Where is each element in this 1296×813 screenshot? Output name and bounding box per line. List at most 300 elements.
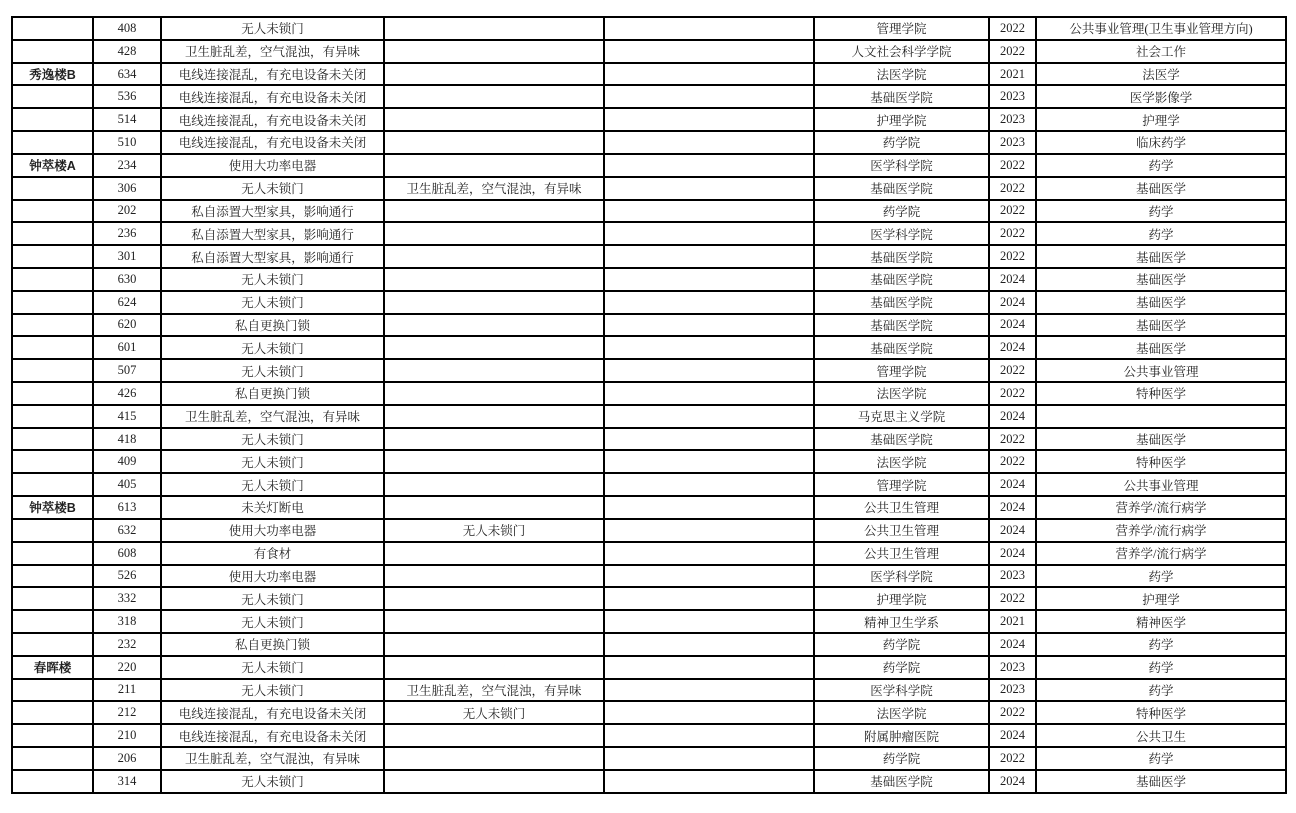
blank-cell: [604, 724, 814, 747]
blank-cell: [604, 770, 814, 793]
major-cell: 药学: [1036, 633, 1286, 656]
college-cell: 管理学院: [814, 17, 989, 40]
table-row: [12, 747, 1286, 770]
table-row: [12, 40, 1286, 63]
college-cell: 法医学院: [814, 382, 989, 405]
major-cell: 公共卫生: [1036, 724, 1286, 747]
major-cell: 药学: [1036, 679, 1286, 702]
year-cell: 2023: [989, 656, 1036, 679]
room-number-cell: 514: [93, 108, 161, 131]
year-cell: 2022: [989, 177, 1036, 200]
issue2-cell: [384, 17, 604, 40]
room-number-cell: 408: [93, 17, 161, 40]
room-number-cell: 314: [93, 770, 161, 793]
room-number-cell: 405: [93, 473, 161, 496]
room-number-cell: 526: [93, 565, 161, 588]
room-number-cell: 415: [93, 405, 161, 428]
major-cell: 营养学/流行病学: [1036, 519, 1286, 542]
college-cell: 精神卫生学系: [814, 610, 989, 633]
major-cell: 特种医学: [1036, 450, 1286, 473]
table-row: [12, 542, 1286, 565]
blank-cell: [604, 405, 814, 428]
room-number-cell: 318: [93, 610, 161, 633]
major-cell: 公共事业管理: [1036, 473, 1286, 496]
major-cell: 基础医学: [1036, 428, 1286, 451]
table-row: [12, 336, 1286, 359]
room-number-cell: 220: [93, 656, 161, 679]
year-cell: 2022: [989, 200, 1036, 223]
building-cell: 钟萃楼A: [12, 154, 93, 177]
blank-cell: [604, 85, 814, 108]
table-row: [12, 359, 1286, 382]
room-number-cell: 211: [93, 679, 161, 702]
blank-cell: [604, 359, 814, 382]
major-cell: 药学: [1036, 656, 1286, 679]
year-cell: 2024: [989, 496, 1036, 519]
building-cell: [12, 314, 93, 337]
building-cell: [12, 633, 93, 656]
major-cell: 基础医学: [1036, 770, 1286, 793]
building-cell: [12, 770, 93, 793]
blank-cell: [604, 268, 814, 291]
table-row: [12, 496, 1286, 519]
college-cell: 基础医学院: [814, 177, 989, 200]
table-row: [12, 450, 1286, 473]
table-row: [12, 587, 1286, 610]
major-cell: 营养学/流行病学: [1036, 542, 1286, 565]
college-cell: 法医学院: [814, 701, 989, 724]
college-cell: 管理学院: [814, 473, 989, 496]
year-cell: 2022: [989, 40, 1036, 63]
room-number-cell: 624: [93, 291, 161, 314]
college-cell: 法医学院: [814, 63, 989, 86]
major-cell: 精神医学: [1036, 610, 1286, 633]
issue1-cell: 私自添置大型家具，影响通行: [161, 245, 384, 268]
issue2-cell: 无人未锁门: [384, 701, 604, 724]
room-number-cell: 306: [93, 177, 161, 200]
table-row: [12, 565, 1286, 588]
major-cell: 公共事业管理: [1036, 359, 1286, 382]
issue2-cell: [384, 724, 604, 747]
issue2-cell: 卫生脏乱差，空气混浊，有异味: [384, 679, 604, 702]
room-number-cell: 601: [93, 336, 161, 359]
issue2-cell: [384, 610, 604, 633]
blank-cell: [604, 222, 814, 245]
table-row: [12, 154, 1286, 177]
issue1-cell: 卫生脏乱差，空气混浊，有异味: [161, 405, 384, 428]
room-number-cell: 212: [93, 701, 161, 724]
year-cell: 2022: [989, 382, 1036, 405]
college-cell: 药学院: [814, 200, 989, 223]
issue1-cell: 无人未锁门: [161, 268, 384, 291]
room-number-cell: 613: [93, 496, 161, 519]
table-row: [12, 177, 1286, 200]
room-number-cell: 234: [93, 154, 161, 177]
blank-cell: [604, 428, 814, 451]
blank-cell: [604, 656, 814, 679]
issue1-cell: 私自添置大型家具，影响通行: [161, 222, 384, 245]
table-row: [12, 245, 1286, 268]
issue1-cell: 无人未锁门: [161, 291, 384, 314]
room-number-cell: 232: [93, 633, 161, 656]
college-cell: 药学院: [814, 633, 989, 656]
blank-cell: [604, 63, 814, 86]
table-row: [12, 610, 1286, 633]
blank-cell: [604, 200, 814, 223]
issue1-cell: 无人未锁门: [161, 473, 384, 496]
issue1-cell: 未关灯断电: [161, 496, 384, 519]
room-number-cell: 332: [93, 587, 161, 610]
building-cell: [12, 40, 93, 63]
issue2-cell: [384, 131, 604, 154]
major-cell: 基础医学: [1036, 245, 1286, 268]
college-cell: 人文社会科学学院: [814, 40, 989, 63]
issue2-cell: [384, 222, 604, 245]
room-number-cell: 426: [93, 382, 161, 405]
room-number-cell: 507: [93, 359, 161, 382]
issue1-cell: 使用大功率电器: [161, 519, 384, 542]
major-cell: 药学: [1036, 565, 1286, 588]
year-cell: 2023: [989, 131, 1036, 154]
issue1-cell: 卫生脏乱差，空气混浊，有异味: [161, 747, 384, 770]
issue1-cell: 无人未锁门: [161, 336, 384, 359]
building-cell: [12, 587, 93, 610]
major-cell: 护理学: [1036, 108, 1286, 131]
table-row: [12, 291, 1286, 314]
year-cell: 2022: [989, 17, 1036, 40]
room-number-cell: 301: [93, 245, 161, 268]
room-number-cell: 206: [93, 747, 161, 770]
major-cell: 基础医学: [1036, 177, 1286, 200]
major-cell: 法医学: [1036, 63, 1286, 86]
issue1-cell: 使用大功率电器: [161, 154, 384, 177]
major-cell: 社会工作: [1036, 40, 1286, 63]
major-cell: 营养学/流行病学: [1036, 496, 1286, 519]
issue1-cell: 私自更换门锁: [161, 382, 384, 405]
table-row: [12, 633, 1286, 656]
college-cell: 基础医学院: [814, 314, 989, 337]
college-cell: 医学科学院: [814, 154, 989, 177]
building-cell: [12, 610, 93, 633]
issue1-cell: 卫生脏乱差，空气混浊，有异味: [161, 40, 384, 63]
issue1-cell: 私自添置大型家具，影响通行: [161, 200, 384, 223]
building-cell: [12, 359, 93, 382]
college-cell: 医学科学院: [814, 565, 989, 588]
blank-cell: [604, 542, 814, 565]
table-row: [12, 131, 1286, 154]
year-cell: 2022: [989, 359, 1036, 382]
issue2-cell: [384, 656, 604, 679]
year-cell: 2024: [989, 519, 1036, 542]
issue2-cell: [384, 291, 604, 314]
college-cell: 基础医学院: [814, 428, 989, 451]
blank-cell: [604, 450, 814, 473]
college-cell: 护理学院: [814, 587, 989, 610]
major-cell: 临床药学: [1036, 131, 1286, 154]
college-cell: 医学科学院: [814, 679, 989, 702]
building-cell: [12, 701, 93, 724]
room-number-cell: 236: [93, 222, 161, 245]
blank-cell: [604, 747, 814, 770]
blank-cell: [604, 496, 814, 519]
issue2-cell: [384, 200, 604, 223]
college-cell: 药学院: [814, 131, 989, 154]
issue1-cell: 私自更换门锁: [161, 633, 384, 656]
college-cell: 基础医学院: [814, 85, 989, 108]
blank-cell: [604, 314, 814, 337]
major-cell: 公共事业管理(卫生事业管理方向): [1036, 17, 1286, 40]
year-cell: 2022: [989, 747, 1036, 770]
issue2-cell: [384, 770, 604, 793]
building-cell: [12, 131, 93, 154]
year-cell: 2022: [989, 450, 1036, 473]
issue1-cell: 有食材: [161, 542, 384, 565]
blank-cell: [604, 473, 814, 496]
issue1-cell: 电线连接混乱，有充电设备未关闭: [161, 63, 384, 86]
year-cell: 2024: [989, 336, 1036, 359]
blank-cell: [604, 17, 814, 40]
blank-cell: [604, 679, 814, 702]
issue2-cell: [384, 154, 604, 177]
issue2-cell: [384, 108, 604, 131]
college-cell: 医学科学院: [814, 222, 989, 245]
major-cell: 特种医学: [1036, 382, 1286, 405]
table-row: [12, 63, 1286, 86]
year-cell: 2022: [989, 222, 1036, 245]
issue1-cell: 无人未锁门: [161, 450, 384, 473]
year-cell: 2024: [989, 314, 1036, 337]
table-row: [12, 656, 1286, 679]
year-cell: 2024: [989, 770, 1036, 793]
issue1-cell: 无人未锁门: [161, 610, 384, 633]
college-cell: 公共卫生管理: [814, 496, 989, 519]
major-cell: 医学影像学: [1036, 85, 1286, 108]
blank-cell: [604, 610, 814, 633]
blank-cell: [604, 587, 814, 610]
college-cell: 基础医学院: [814, 268, 989, 291]
major-cell: 基础医学: [1036, 291, 1286, 314]
college-cell: 基础医学院: [814, 770, 989, 793]
college-cell: 法医学院: [814, 450, 989, 473]
issue1-cell: 无人未锁门: [161, 679, 384, 702]
building-cell: [12, 405, 93, 428]
issue2-cell: [384, 633, 604, 656]
building-cell: [12, 17, 93, 40]
college-cell: 药学院: [814, 747, 989, 770]
building-cell: [12, 177, 93, 200]
table-row: [12, 268, 1286, 291]
building-cell: [12, 724, 93, 747]
issue2-cell: [384, 40, 604, 63]
table-row: [12, 382, 1286, 405]
issue1-cell: 电线连接混乱，有充电设备未关闭: [161, 131, 384, 154]
room-number-cell: 409: [93, 450, 161, 473]
room-number-cell: 632: [93, 519, 161, 542]
table-row: [12, 679, 1286, 702]
table-row: [12, 428, 1286, 451]
issue2-cell: [384, 336, 604, 359]
blank-cell: [604, 565, 814, 588]
major-cell: 特种医学: [1036, 701, 1286, 724]
year-cell: 2024: [989, 291, 1036, 314]
college-cell: 护理学院: [814, 108, 989, 131]
college-cell: 公共卫生管理: [814, 519, 989, 542]
blank-cell: [604, 245, 814, 268]
table-row: [12, 701, 1286, 724]
blank-cell: [604, 177, 814, 200]
blank-cell: [604, 633, 814, 656]
major-cell: 基础医学: [1036, 336, 1286, 359]
blank-cell: [604, 382, 814, 405]
major-cell: 药学: [1036, 747, 1286, 770]
blank-cell: [604, 519, 814, 542]
major-cell: 药学: [1036, 154, 1286, 177]
room-number-cell: 418: [93, 428, 161, 451]
building-cell: 秀逸楼B: [12, 63, 93, 86]
college-cell: 基础医学院: [814, 336, 989, 359]
blank-cell: [604, 154, 814, 177]
issue2-cell: [384, 587, 604, 610]
blank-cell: [604, 336, 814, 359]
building-cell: [12, 679, 93, 702]
issue1-cell: 电线连接混乱，有充电设备未关闭: [161, 108, 384, 131]
issue1-cell: 电线连接混乱，有充电设备未关闭: [161, 701, 384, 724]
dorm-inspection-table: [11, 16, 1287, 794]
issue1-cell: 无人未锁门: [161, 177, 384, 200]
room-number-cell: 210: [93, 724, 161, 747]
issue1-cell: 无人未锁门: [161, 770, 384, 793]
year-cell: 2023: [989, 85, 1036, 108]
issue2-cell: [384, 245, 604, 268]
building-cell: [12, 519, 93, 542]
year-cell: 2023: [989, 679, 1036, 702]
issue1-cell: 无人未锁门: [161, 17, 384, 40]
room-number-cell: 620: [93, 314, 161, 337]
table-row: [12, 222, 1286, 245]
room-number-cell: 510: [93, 131, 161, 154]
room-number-cell: 634: [93, 63, 161, 86]
college-cell: 公共卫生管理: [814, 542, 989, 565]
major-cell: 药学: [1036, 200, 1286, 223]
blank-cell: [604, 701, 814, 724]
building-cell: [12, 473, 93, 496]
room-number-cell: 608: [93, 542, 161, 565]
building-cell: [12, 291, 93, 314]
table-row: [12, 85, 1286, 108]
room-number-cell: 536: [93, 85, 161, 108]
building-cell: [12, 336, 93, 359]
room-number-cell: 202: [93, 200, 161, 223]
issue1-cell: 无人未锁门: [161, 656, 384, 679]
issue1-cell: 电线连接混乱，有充电设备未关闭: [161, 724, 384, 747]
issue2-cell: [384, 450, 604, 473]
year-cell: 2021: [989, 610, 1036, 633]
year-cell: 2024: [989, 542, 1036, 565]
blank-cell: [604, 291, 814, 314]
table-row: [12, 770, 1286, 793]
table-row: [12, 17, 1286, 40]
table-row: [12, 200, 1286, 223]
table-row: [12, 314, 1286, 337]
college-cell: 基础医学院: [814, 245, 989, 268]
issue2-cell: [384, 314, 604, 337]
issue2-cell: [384, 63, 604, 86]
issue2-cell: 无人未锁门: [384, 519, 604, 542]
issue2-cell: 卫生脏乱差，空气混浊，有异味: [384, 177, 604, 200]
issue2-cell: [384, 405, 604, 428]
table-row: [12, 473, 1286, 496]
year-cell: 2024: [989, 724, 1036, 747]
major-cell: [1036, 405, 1286, 428]
year-cell: 2022: [989, 154, 1036, 177]
table-row: [12, 108, 1286, 131]
year-cell: 2021: [989, 63, 1036, 86]
college-cell: 管理学院: [814, 359, 989, 382]
table-row: [12, 519, 1286, 542]
year-cell: 2022: [989, 428, 1036, 451]
major-cell: 基础医学: [1036, 314, 1286, 337]
building-cell: [12, 747, 93, 770]
issue1-cell: 无人未锁门: [161, 359, 384, 382]
issue1-cell: 使用大功率电器: [161, 565, 384, 588]
college-cell: 附属肿瘤医院: [814, 724, 989, 747]
blank-cell: [604, 131, 814, 154]
issue2-cell: [384, 542, 604, 565]
issue2-cell: [384, 496, 604, 519]
year-cell: 2024: [989, 633, 1036, 656]
college-cell: 基础医学院: [814, 291, 989, 314]
table-row: [12, 724, 1286, 747]
college-cell: 马克思主义学院: [814, 405, 989, 428]
college-cell: 药学院: [814, 656, 989, 679]
building-cell: [12, 108, 93, 131]
table-row: [12, 405, 1286, 428]
building-cell: [12, 268, 93, 291]
building-cell: [12, 450, 93, 473]
room-number-cell: 630: [93, 268, 161, 291]
major-cell: 药学: [1036, 222, 1286, 245]
building-cell: [12, 245, 93, 268]
building-cell: 春晖楼: [12, 656, 93, 679]
issue2-cell: [384, 747, 604, 770]
year-cell: 2024: [989, 473, 1036, 496]
building-cell: [12, 382, 93, 405]
year-cell: 2023: [989, 108, 1036, 131]
major-cell: 护理学: [1036, 587, 1286, 610]
building-cell: [12, 85, 93, 108]
issue1-cell: 无人未锁门: [161, 587, 384, 610]
issue2-cell: [384, 85, 604, 108]
major-cell: 基础医学: [1036, 268, 1286, 291]
building-cell: [12, 428, 93, 451]
issue2-cell: [384, 268, 604, 291]
issue1-cell: 电线连接混乱，有充电设备未关闭: [161, 85, 384, 108]
building-cell: 钟萃楼B: [12, 496, 93, 519]
issue2-cell: [384, 382, 604, 405]
issue2-cell: [384, 428, 604, 451]
building-cell: [12, 222, 93, 245]
year-cell: 2022: [989, 245, 1036, 268]
issue2-cell: [384, 359, 604, 382]
year-cell: 2022: [989, 701, 1036, 724]
room-number-cell: 428: [93, 40, 161, 63]
year-cell: 2024: [989, 268, 1036, 291]
issue1-cell: 私自更换门锁: [161, 314, 384, 337]
blank-cell: [604, 108, 814, 131]
year-cell: 2022: [989, 587, 1036, 610]
building-cell: [12, 200, 93, 223]
building-cell: [12, 565, 93, 588]
